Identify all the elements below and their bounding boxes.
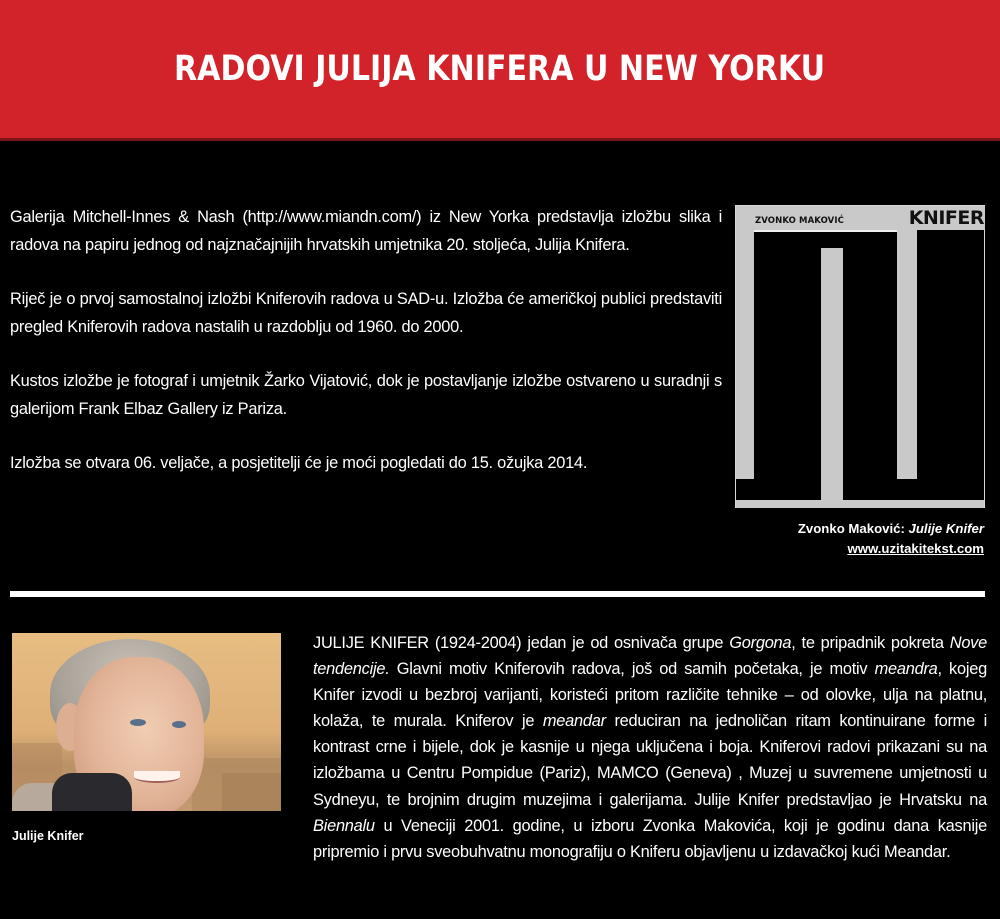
book-cover-caption [798,519,984,559]
bio-italic: Nove tendencije. [313,634,987,679]
bio-text: JULIJE KNIFER (1924-2004) jedan je od osnivača grupe [313,634,730,652]
cover-title: KNIFER [908,206,984,229]
cover-author: ZVONKO MAKOVIĆ [755,216,844,226]
photo-bg [222,773,281,811]
section-divider [10,591,985,597]
bio-text: reduciran na jednoličan ritam kontinuirane forme i kontrast crne i bijele, dok je kasnije u njega uključena i boja. Kniferovi radovi prikazani su na izložbama u Centru Pompidue (Pariz), MAMCO (Geneva) , Muzej u suvremene umjetnosti u Sydneyu, te brojnim drugim muzejima i galerijama. Julije Knifer predstavljao je Hrvatsku na [313,712,987,809]
page-title: RADOVI JULIJA KNIFERA U NEW YORKU [174,49,826,89]
header-edge [0,138,1000,141]
meander-bar [821,248,843,508]
photo-eye [130,719,146,726]
book-cover-image [735,205,985,508]
cover-caption-line [798,519,984,539]
bio-italic: meandra [874,660,938,679]
cover-title-box [908,206,985,230]
photo-jacket [52,773,132,811]
bio-text: , kojeg Knifer izvodi u bezbroj varijanti, koristeći pritom različite tehnike – od olovke, ulja na platnu, kolaža, te murala. Kniferov je [313,660,987,731]
portrait-photo [12,633,281,811]
cover-rule [754,230,897,232]
bio-text: u Veneciji 2001. godine, u izboru Zvonka Makovića, koji je godinu dana kasnije pripremio i prvu sveobuhvatnu monografiju o Kniferu objavljenu u izdavačkoj kući Meandar. [313,816,987,861]
source-link[interactable]: www.uzitakitekst.com [847,541,984,556]
intro-paragraph: Kustos izložbe je fotograf i umjetnik Žarko Vijatović, dok je postavljanje izložbe ostvareno u suradnji s galerijom Frank Elbaz Gallery iz Pariza. [10,372,722,418]
caption-author: Zvonko Maković: [797,521,909,536]
caption-book-title: Julije Knifer [908,521,984,536]
bio-italic: meandar [542,712,606,731]
page-header [0,0,1000,140]
photo-mouth [134,771,180,783]
intro-paragraph: Izložba se otvara 06. veljače, a posjetitelji će je moći pogledati do 15. ožujka 2014. [10,454,588,472]
bio-italic: Biennalu [313,816,375,835]
bio-text: , te pripadnik pokreta [791,634,950,652]
photo-eye [172,721,186,728]
intro-paragraph: Galerija Mitchell-Innes & Nash (http://www.miandn.com/) iz New Yorka predstavlja izložbu slika i radova na papiru jednog od najznačajnijih hrvatskih umjetnika 20. stoljeća, Julija Knifera. [10,208,722,254]
bio-italic: Gorgona [729,634,792,652]
meander-bar [897,206,917,479]
photo-caption: Julije Knifer [12,829,84,843]
meander-bar [736,500,984,508]
meander-bar [736,206,754,479]
intro-paragraph: Riječ je o prvoj samostalnoj izložbi Kniferovih radova u SAD-u. Izložba će američkoj publici predstaviti pregled Kniferovih radova nastalih u razdoblju od 1960. do 2000. [10,290,722,336]
intro-text [10,203,722,477]
bio-text: Glavni motiv Kniferovih radova, još od samih početaka, je motiv [389,660,875,679]
biography-text [313,630,987,865]
